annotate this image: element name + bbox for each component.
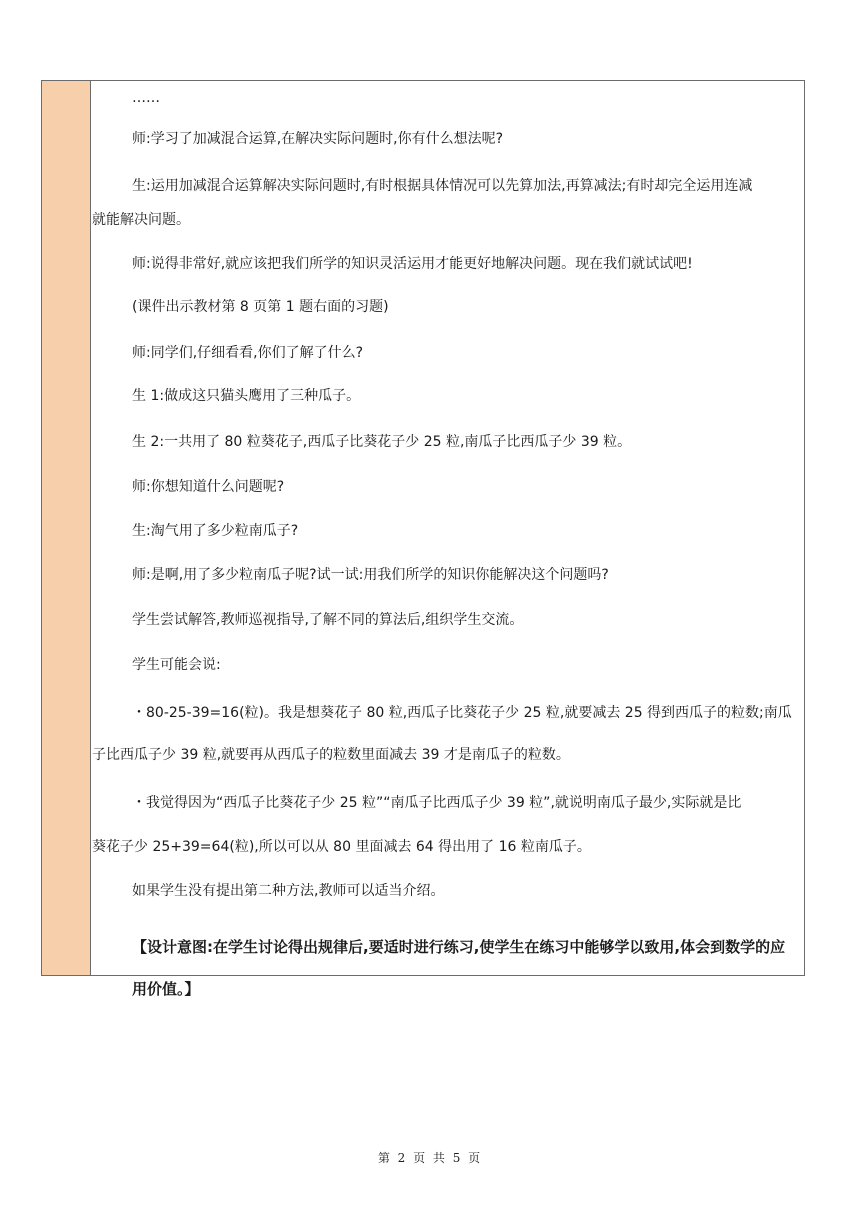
- design-intent: 【设计意图:在学生讨论得出规律后,要适时进行练习,使学生在练习中能够学以致用,体会到数学的应用价值。】: [132, 938, 786, 998]
- side-column: [42, 81, 91, 975]
- paragraph-13-cont: 子比西瓜子少 39 粒,就要再从西瓜子的粒数里面减去 39 才是南瓜子的粒数。: [92, 747, 570, 763]
- paragraph-13: ・80-25-39=16(粒)。我是想葵花子 80 粒,西瓜子比葵花子少 25 粒,就要减去 25 得到西瓜子的粒数;南瓜: [132, 705, 792, 721]
- paragraph-15: 如果学生没有提出第二种方法,教师可以适当介绍。: [132, 883, 445, 899]
- paragraph-7: 生 2:一共用了 80 粒葵花子,西瓜子比葵花子少 25 粒,南瓜子比西瓜子少 39 粒。: [132, 434, 632, 450]
- paragraph-8: 师:你想知道什么问题呢?: [132, 479, 285, 495]
- paragraph-1: 师:学习了加减混合运算,在解决实际问题时,你有什么想法呢?: [132, 131, 504, 147]
- paragraph-10: 师:是啊,用了多少粒南瓜子呢?试一试:用我们所学的知识你能解决这个问题吗?: [132, 567, 609, 583]
- paragraph-9: 生:淘气用了多少粒南瓜子?: [132, 523, 299, 539]
- paragraph-12: 学生可能会说:: [132, 657, 221, 673]
- page-footer: 第 2 页 共 5 页: [377, 1151, 483, 1165]
- paragraph-3: 师:说得非常好,就应该把我们所学的知识灵活运用才能更好地解决问题。现在我们就试试吧!: [132, 256, 693, 272]
- paragraph-2-cont: 就能解决问题。: [92, 212, 190, 228]
- paragraph-4: (课件出示教材第 8 页第 1 题右面的习题): [132, 299, 389, 315]
- paragraph-6: 生 1:做成这只猫头鹰用了三种瓜子。: [132, 388, 361, 404]
- content-cell: [92, 81, 804, 998]
- paragraph-5: 师:同学们,仔细看看,你们了解了什么?: [132, 345, 364, 361]
- paragraph-14-cont: 葵花子少 25+39=64(粒),所以可以从 80 里面减去 64 得出用了 16 粒南瓜子。: [92, 839, 591, 855]
- lesson-table: [41, 80, 805, 998]
- paragraph-14: ・我觉得因为“西瓜子比葵花子少 25 粒”“南瓜子比西瓜子少 39 粒”,就说明南瓜子最少,实际就是比: [132, 795, 742, 811]
- paragraph-2: 生:运用加减混合运算解决实际问题时,有时根据具体情况可以先算加法,再算减法;有时却完全运用连减: [132, 178, 753, 194]
- ellipsis: ……: [132, 90, 160, 106]
- paragraph-11: 学生尝试解答,教师巡视指导,了解不同的算法后,组织学生交流。: [132, 612, 524, 628]
